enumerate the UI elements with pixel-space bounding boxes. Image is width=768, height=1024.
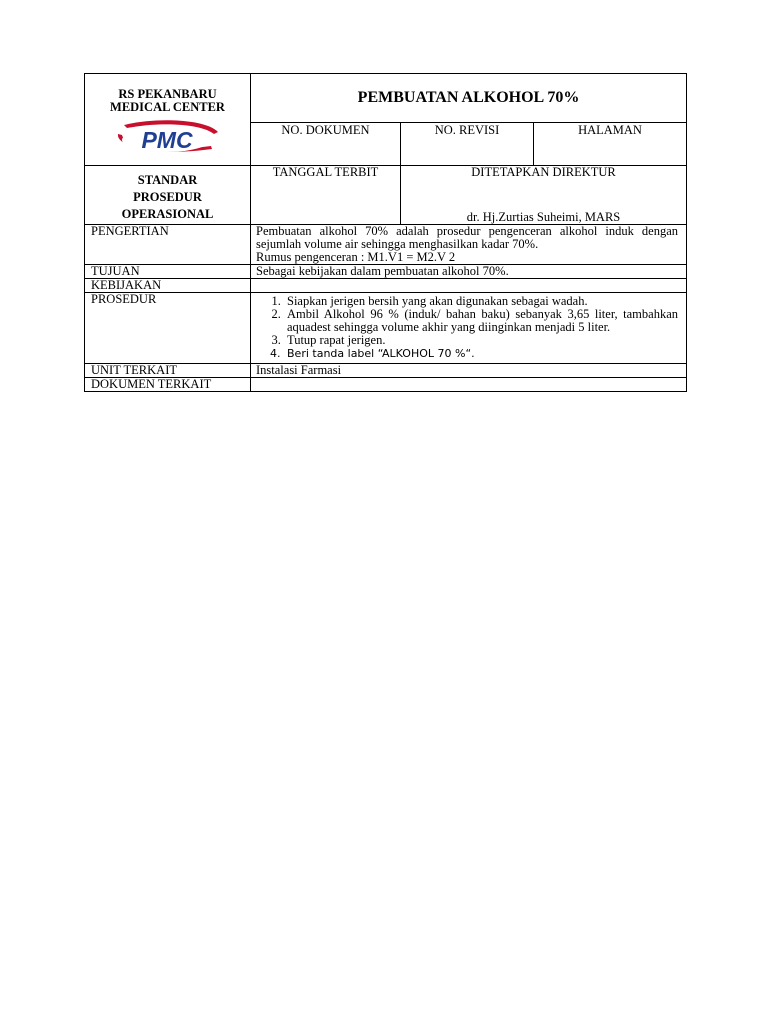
unit-terkait-content: Instalasi Farmasi	[251, 364, 687, 378]
prosedur-step: 2. Ambil Alkohol 96 % (induk/ bahan baku) sebanyak 3,65 liter, tambahkan aquadest sehingga volume akhir yang diinginkan menjadi 5 liter.	[284, 308, 678, 334]
sop-label-line2: PROSEDUR	[133, 190, 202, 204]
pmc-logo-text: PMC	[140, 127, 193, 153]
sop-label-line1: STANDAR	[137, 173, 198, 187]
document-title: PEMBUATAN ALKOHOL 70%	[251, 74, 687, 123]
pmc-logo	[114, 119, 222, 159]
tujuan-content: Sebagai kebijakan dalam pembuatan alkohol 70%.	[251, 265, 687, 279]
prosedur-label: PROSEDUR	[85, 293, 251, 364]
dokumen-terkait-label: DOKUMEN TERKAIT	[85, 378, 251, 392]
prosedur-content	[251, 293, 687, 364]
halaman-header: HALAMAN	[534, 122, 687, 165]
unit-terkait-label: UNIT TERKAIT	[85, 364, 251, 378]
sop-label-cell	[85, 166, 251, 225]
tanggal-terbit: TANGGAL TERBIT	[251, 166, 401, 225]
pengertian-content	[251, 225, 687, 265]
no-revisi-header: NO. REVISI	[401, 122, 534, 165]
tujuan-label: TUJUAN	[85, 265, 251, 279]
hospital-name-line1: RS PEKANBARU	[118, 87, 217, 101]
no-dokumen-header: NO. DOKUMEN	[251, 122, 401, 165]
dokumen-terkait-content	[251, 378, 687, 392]
ditetapkan-direktur-label: DITETAPKAN DIREKTUR	[471, 165, 616, 179]
pengertian-text: Pembuatan alkohol 70% adalah prosedur pengenceran alkohol induk dengan sejumlah volume air sehingga menghasilkan kadar 70%.	[256, 224, 679, 251]
kebijakan-label: KEBIJAKAN	[85, 279, 251, 293]
direktur-name: dr. Hj.Zurtias Suheimi, MARS	[466, 210, 621, 224]
sop-label-line3: OPERASIONAL	[121, 207, 214, 221]
ditetapkan-direktur-cell	[401, 166, 687, 225]
prosedur-step: 4. Beri tanda label “ALKOHOL 70 %“.	[284, 347, 678, 360]
prosedur-steps-list	[256, 295, 678, 360]
hospital-header-cell	[85, 74, 251, 166]
sop-document-table	[84, 73, 687, 392]
kebijakan-content	[251, 279, 687, 293]
pengertian-formula: Rumus pengenceran : M1.V1 = M2.V 2	[256, 250, 456, 264]
prosedur-step: 1. Siapkan jerigen bersih yang akan digunakan sebagai wadah.	[284, 295, 678, 308]
pengertian-label: PENGERTIAN	[85, 225, 251, 265]
prosedur-step: 3. Tutup rapat jerigen.	[284, 334, 678, 347]
hospital-name-line2: MEDICAL CENTER	[110, 100, 225, 114]
